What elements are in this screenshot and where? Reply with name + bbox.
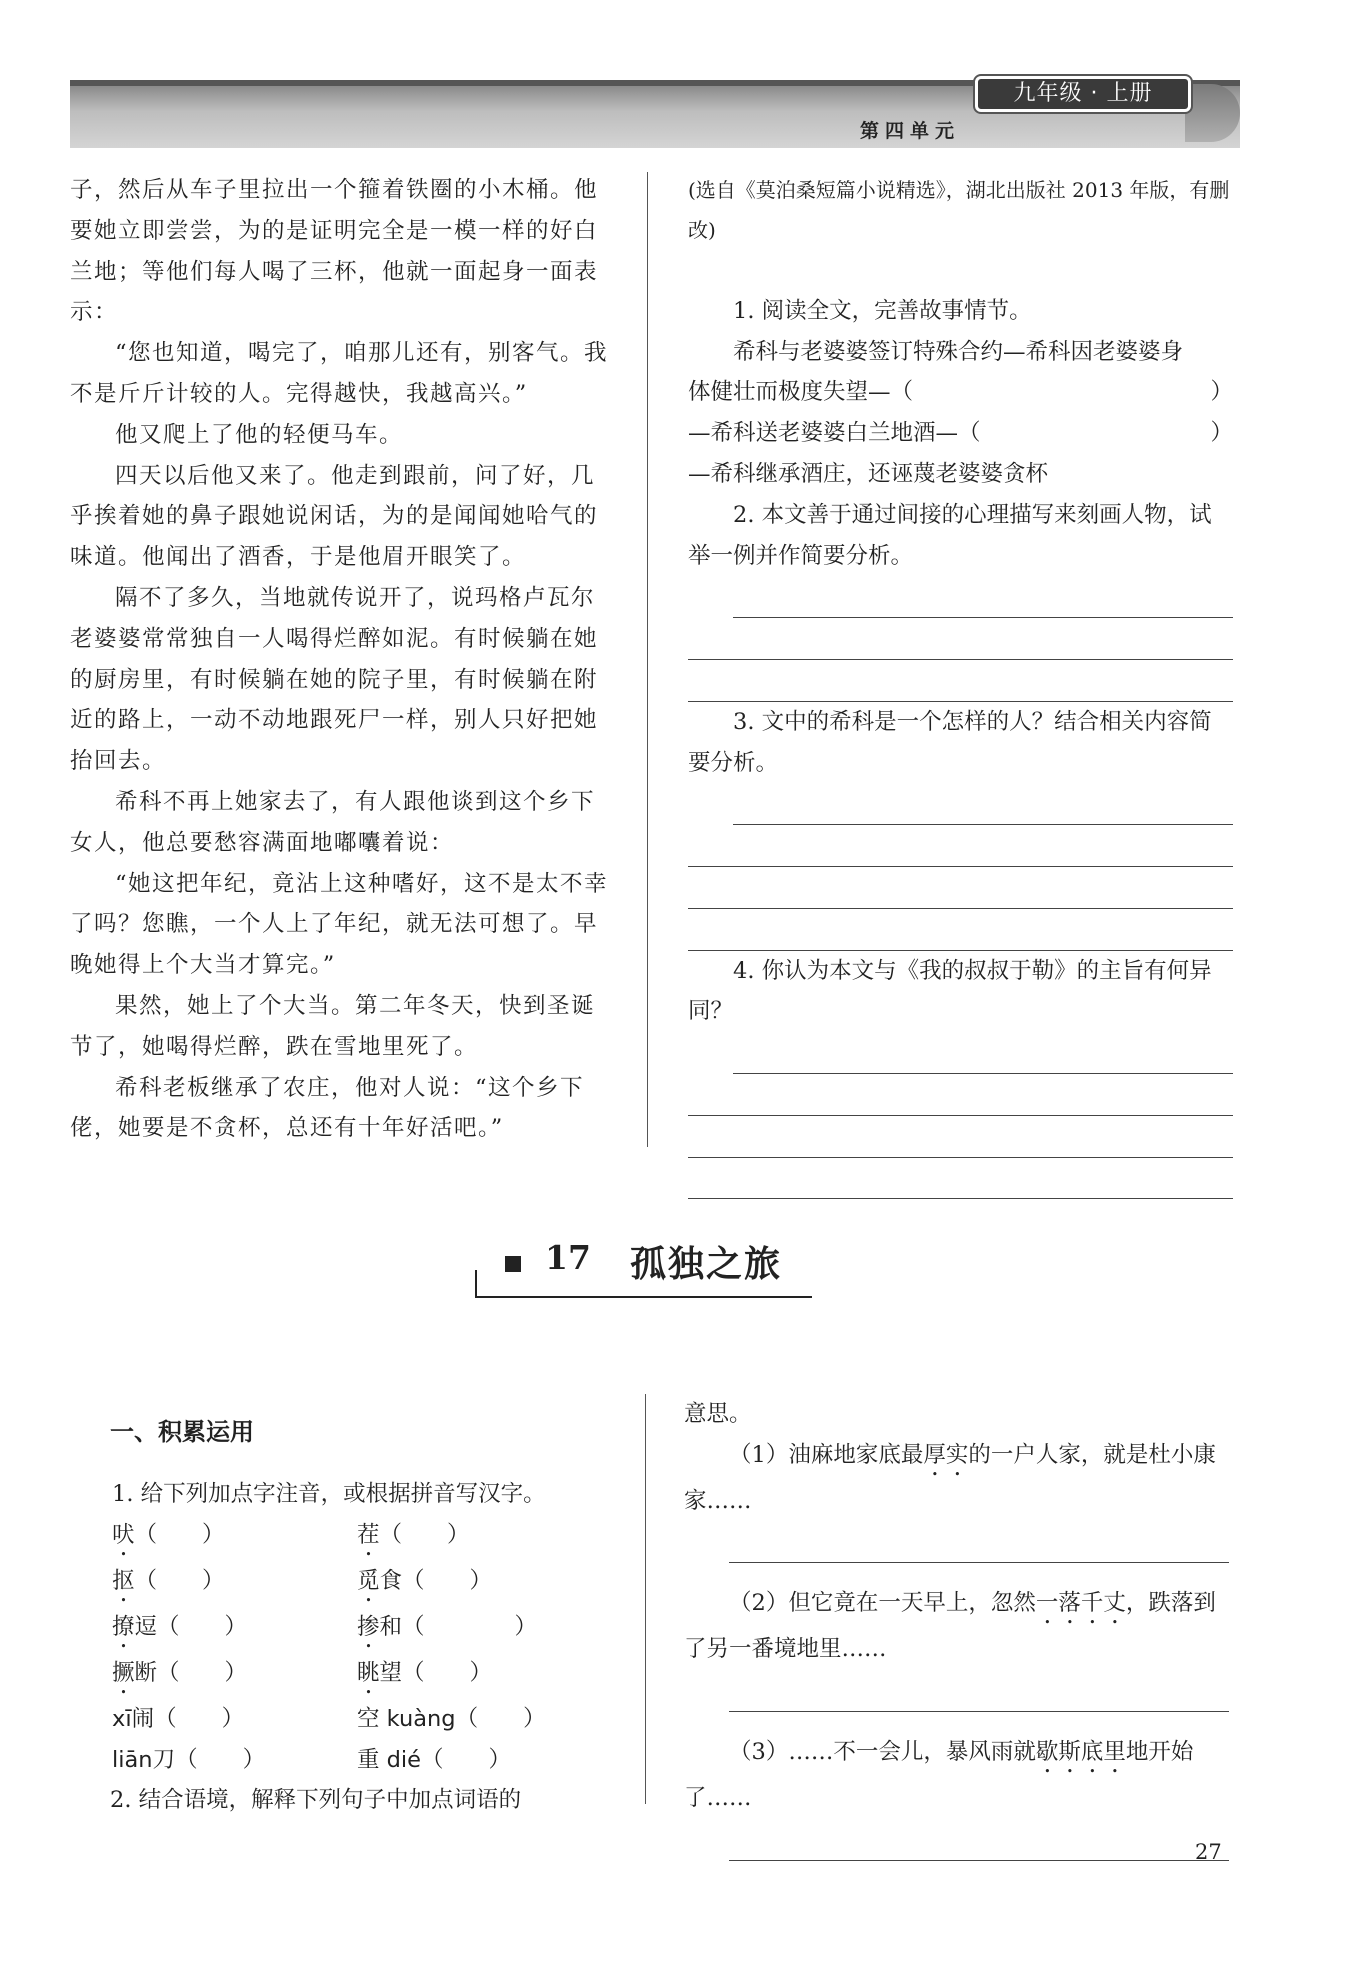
fill-blank[interactable]: （ ）	[134, 1567, 225, 1594]
plot-blank-1-close: ）	[1210, 379, 1233, 406]
pinyin-item: 撩逗（ ）	[112, 1613, 248, 1640]
questions-column	[688, 170, 1233, 1199]
story-paragraph: 隔不了多久，当地就传说开了，说玛格卢瓦尔老婆婆常常独自一人喝得烂醉如泥。有时候躺在她的厨房里，有时候躺在她的院子里，有时候躺在附近的路上，一动不动地跟死尸一样，别人只好把她抬回去。	[70, 584, 599, 775]
answer-line[interactable]	[733, 1032, 1233, 1074]
answer-line[interactable]	[729, 1670, 1229, 1712]
pinyin-item: liān刀（ ）	[112, 1746, 266, 1773]
page-number: 27	[1195, 1840, 1222, 1864]
pinyin-item: 吠（ ）	[112, 1521, 225, 1548]
unit-label: 第四单元	[860, 120, 961, 142]
question-2: 2. 本文善于通过间接的心理描写来刻画人物，试举一例并作简要分析。	[688, 501, 1212, 569]
answer-line[interactable]	[688, 660, 1233, 702]
pinyin-question: 1. 给下列加点字注音，或根据拼音写汉字。	[112, 1481, 546, 1507]
plot-blank-2	[688, 413, 1233, 454]
answer-line[interactable]	[733, 783, 1233, 825]
answer-line[interactable]	[729, 1819, 1229, 1861]
pinyin-item: 重 dié（ ）	[357, 1746, 512, 1773]
explain-question-cont: 意思。	[684, 1401, 752, 1427]
plot-blank-1	[688, 372, 1233, 413]
question-1-plot-line: 希科与老婆婆签订特殊合约—希科因老婆婆身	[733, 338, 1184, 365]
pinyin-item: 茬（ ）	[357, 1521, 470, 1548]
story-paragraph: 子，然后从车子里拉出一个箍着铁圈的小木桶。他要她立即尝尝，为的是证明完全是一模一样的好白兰地；等他们每人喝了三杯，他就一面起身一面表示：	[70, 177, 599, 326]
fill-blank[interactable]: （ ）	[402, 1659, 493, 1686]
story-paragraph: 希科老板继承了农庄，他对人说：“这个乡下佬，她要是不贪杯，总还有十年好活吧。”	[70, 1074, 585, 1142]
answer-line[interactable]	[729, 1522, 1229, 1564]
answer-line[interactable]	[688, 909, 1233, 951]
plot-blank-1-text: 体健壮而极度失望—（	[688, 379, 914, 406]
story-paragraph: 四天以后他又来了。他走到跟前，问了好，几乎挨着她的鼻子跟她说闲话，为的是闻闻她哈气的味道。他闻出了酒香，于是他眉开眼笑了。	[70, 462, 599, 571]
pinyin-item: 抠（ ）	[112, 1567, 225, 1594]
question-1: 1. 阅读全文，完善故事情节。	[733, 297, 1032, 324]
lesson-number: 17	[545, 1238, 591, 1277]
sentence-3: （3）……不一会儿，暴风雨就歇斯底里地开始了……	[684, 1738, 1194, 1811]
fill-blank[interactable]: （ ）	[134, 1521, 225, 1548]
lesson-heading	[475, 1240, 815, 1298]
pinyin-item: xī闹（ ）	[112, 1705, 245, 1732]
plot-blank-2-close: ）	[1210, 420, 1233, 447]
answer-line[interactable]	[688, 1158, 1233, 1200]
pinyin-item: 撅断（ ）	[112, 1659, 248, 1686]
plot-line-end: —希科继承酒庄，还诬蔑老婆婆贪杯	[688, 460, 1049, 487]
question-4: 4. 你认为本文与《我的叔叔于勒》的主旨有何异同？	[688, 957, 1212, 1025]
story-paragraph: 他又爬上了他的轻便马车。	[115, 421, 404, 448]
fill-blank[interactable]: （ ）	[157, 1659, 248, 1686]
answer-line[interactable]	[688, 1074, 1233, 1116]
fill-blank[interactable]: （ ）	[421, 1746, 512, 1773]
pinyin-item: 空 kuàng（ ）	[357, 1705, 546, 1732]
exercise-column-right	[684, 1394, 1229, 1861]
fill-blank[interactable]: （ ）	[157, 1613, 248, 1640]
story-paragraph: 果然，她上了个大当。第二年冬天，快到圣诞节了，她喝得烂醉，跌在雪地里死了。	[70, 992, 596, 1060]
answer-line[interactable]	[688, 825, 1233, 867]
plot-blank-2-text: —希科送老婆婆白兰地酒—（	[688, 420, 981, 447]
pinyin-item: 眺望（ ）	[357, 1659, 493, 1686]
pinyin-item: 觅食（ ）	[357, 1567, 493, 1594]
story-paragraph: 希科不再上她家去了，有人跟他谈到这个乡下女人，他总要愁容满面地嘟囔着说：	[70, 788, 596, 856]
answer-line[interactable]	[688, 867, 1233, 909]
answer-line[interactable]	[733, 576, 1233, 618]
fill-blank[interactable]: （ ）	[154, 1705, 245, 1732]
sentence-2: （2）但它竟在一天早上，忽然一落千丈，跌落到了另一番境地里……	[684, 1590, 1216, 1663]
answer-line[interactable]	[688, 618, 1233, 660]
fill-blank[interactable]: （ ）	[379, 1521, 470, 1548]
fill-blank[interactable]: （ ）	[402, 1567, 493, 1594]
story-paragraph: “她这把年纪，竟沾上这种嗜好，这不是太不幸了吗？您瞧，一个人上了年纪，就无法可想了。早晚她得上个大当才算完。”	[70, 870, 609, 979]
lesson-title: 孤独之旅	[630, 1244, 783, 1285]
sentence-1: （1）油麻地家底最厚实的一户人家，就是杜小康家……	[684, 1441, 1216, 1514]
pinyin-grid	[112, 1515, 617, 1781]
explain-question: 2. 结合语境，解释下列句子中加点词语的	[110, 1787, 522, 1814]
source-citation: (选自《莫泊桑短篇小说精选》，湖北出版社 2013 年版，有删改)	[688, 178, 1230, 242]
question-3: 3. 文中的希科是一个怎样的人？结合相关内容简要分析。	[688, 708, 1212, 776]
story-text-column	[70, 170, 615, 1149]
answer-line[interactable]	[688, 1116, 1233, 1158]
section-heading: 一、积累运用	[110, 1418, 254, 1446]
story-paragraph: “您也知道，喝完了，咱那儿还有，别客气。我不是斤斤计较的人。完得越快，我越高兴。”	[70, 340, 609, 407]
square-bullet-icon	[505, 1256, 521, 1272]
grade-label: 九年级 · 上册	[975, 76, 1191, 112]
exercise-column-left	[112, 1410, 617, 1821]
fill-blank[interactable]: （ ）	[402, 1613, 538, 1640]
column-divider	[647, 172, 648, 1147]
fill-blank[interactable]: （ ）	[175, 1746, 266, 1773]
fill-blank[interactable]: （ ）	[455, 1705, 546, 1732]
pinyin-item: 掺和（ ）	[357, 1613, 538, 1640]
column-divider	[645, 1394, 646, 1804]
